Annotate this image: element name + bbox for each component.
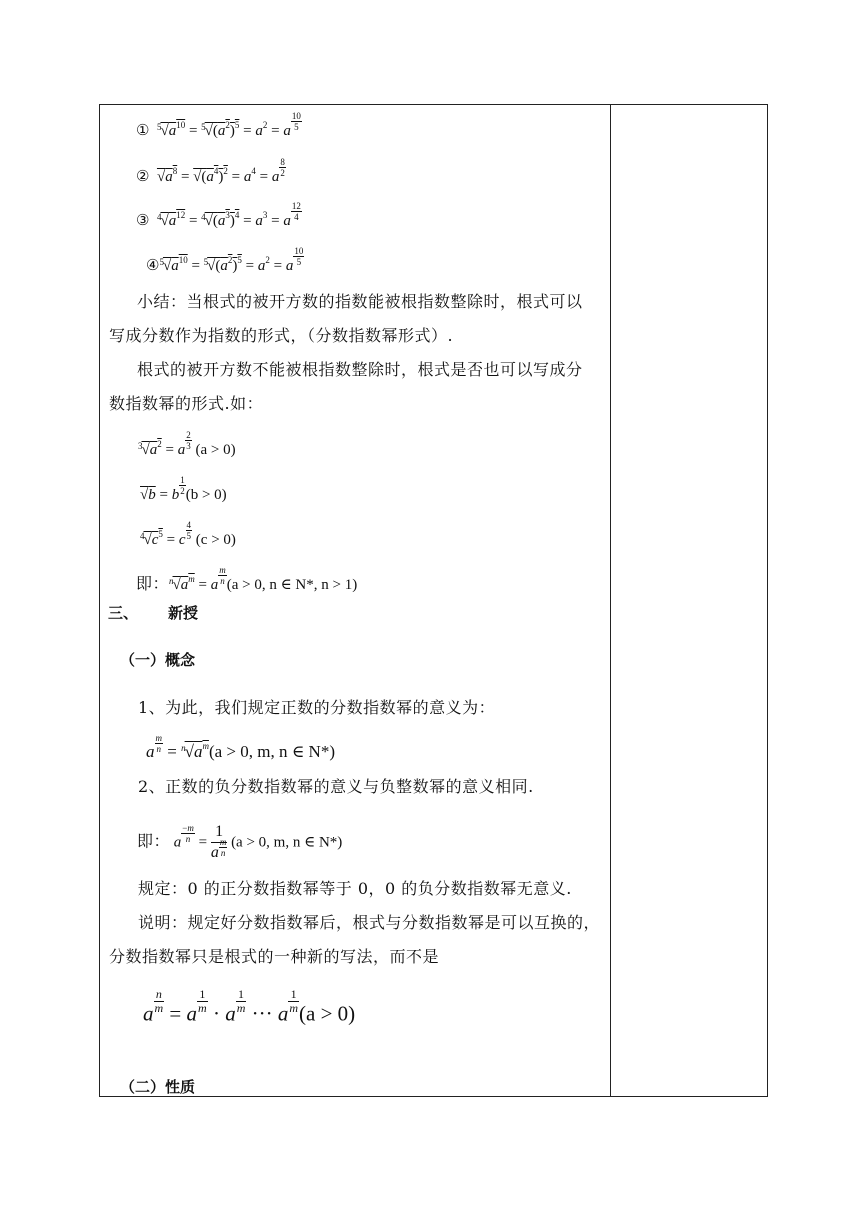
example-3: ③ $^4√a^{12} = ^4√(a^3)^4 = a^3 = a$ $\frac{12}{4}$ [136,201,301,229]
question-line-2: 数指数幂的形式.如： [109,394,264,413]
note-line-1: 说明：规定好分数指数幂后，根式与分数指数幂是可以互换的， [138,913,601,932]
summary-line-1: 小结：当根式的被开方数的指数能被根指数整除时，根式可以 [137,292,583,311]
column-divider [610,104,611,1097]
definition-2-formula: 即： a $\frac{-m}{n}$ = 1 a $\frac{m}{n}$ (a > 0, m, n ∈ N*) [137,822,343,862]
product-formula: a $\frac{n}{m}$ = a $\frac{1}{m}$ · a $\frac{1}{m}$ ··· a $\frac{1}{m}$ (a > 0) [143,987,356,1026]
definition-1-text: 1、为此，我们规定正数的分数指数幂的意义为： [138,698,496,717]
definition-2-text: 2、正数的负分数指数幂的意义与负整数幂的意义相同. [138,777,534,796]
question-line-1: 根式的被开方数不能被根指数整除时，根式是否也可以写成分 [137,360,583,379]
note-line-2: 分数指数幂只是根式的一种新的写法，而不是 [109,947,440,966]
general-formula: 即：$^n√a^m = a$ $\frac{m}{n}$ (a > 0, n ∈ N*, n > 1) [136,565,358,593]
definition-1-formula: a $\frac{m}{n}$ = $^n√a^m(a > 0$, m, n ∈ N*) [146,732,335,761]
case-3: $^4√c^5 = c$ $\frac{4}{5}$ (c > 0) [140,520,236,548]
example-4: $④^5√a^{10} = ^5√(a^2)^5 = a^2 = a$ $\frac{10}{5}$ [146,246,304,274]
example-2: ② $√a^8 = √(a^4)^2 = a^4 = a$ $\frac{8}{2}$ [136,157,285,185]
case-1: $^3√a^2 = a$ $\frac{2}{3}$ (a > 0) [138,430,236,458]
subsection-properties: （二）性质 [120,1078,196,1096]
summary-line-2: 写成分数作为指数的形式，（分数指数幂形式）. [109,326,454,345]
section-title: 新授 [168,604,199,622]
section-number: 三、 [108,604,139,622]
subsection-concept: （一）概念 [120,651,196,669]
case-2: √b = b $\frac{1}{2}$ (b > 0) [140,475,227,503]
rule-text: 规定：0 的正分数指数幂等于 0，0 的负分数指数幂无意义. [138,879,572,898]
example-1: ① $^5√a^{10} = ^5√(a^2)^5 = a^2 = a$ $\frac{10}{5}$ [136,111,301,139]
